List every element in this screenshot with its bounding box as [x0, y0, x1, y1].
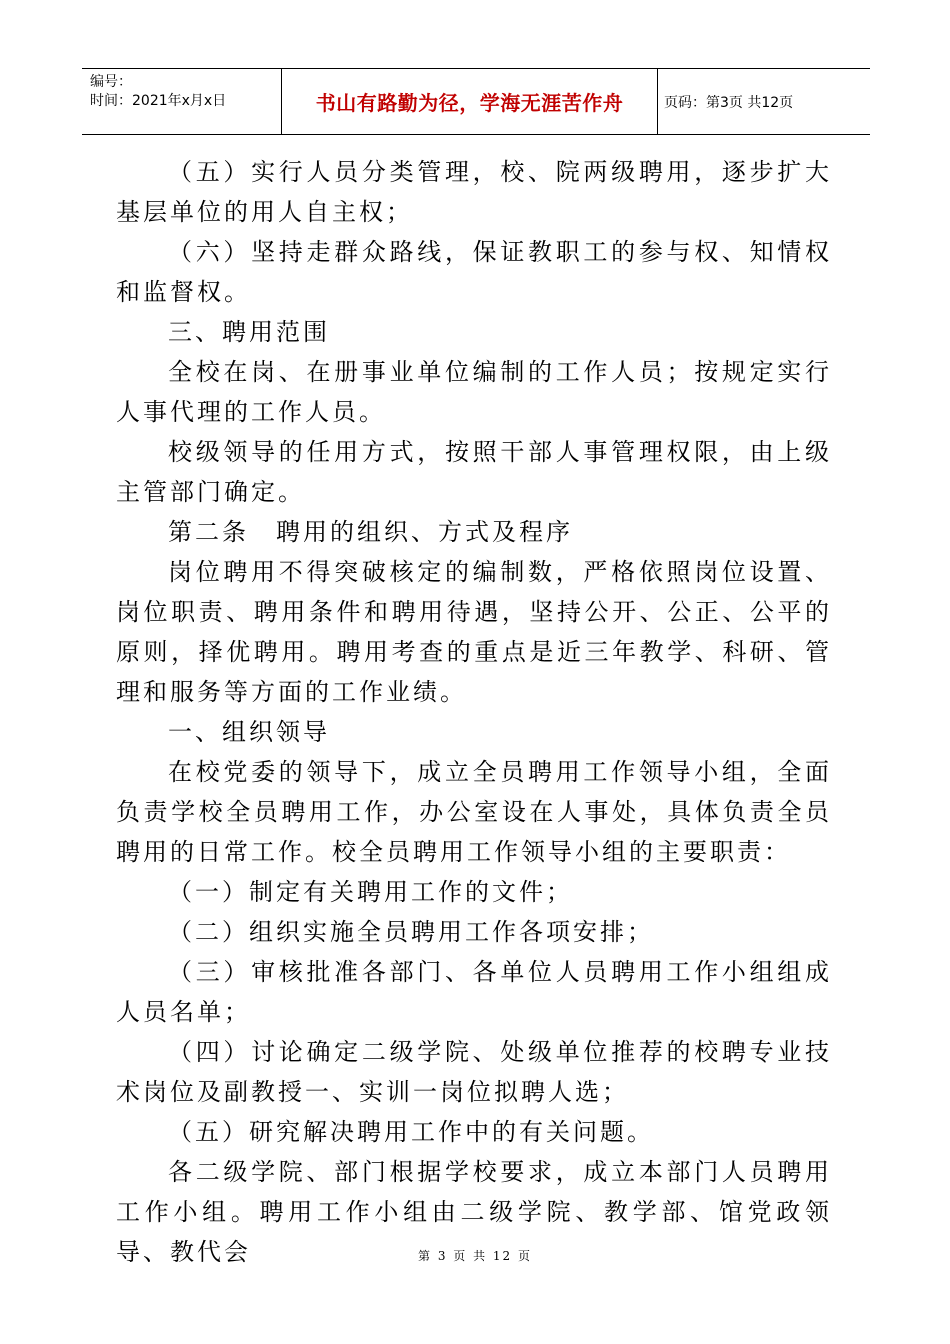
paragraph: 岗位聘用不得突破核定的编制数，严格依照岗位设置、岗位职责、聘用条件和聘用待遇，坚持公开、公正、公平的原则，择优聘用。聘用考查的重点是近三年教学、科研、管理和服务等方面的工作业绩。	[116, 558, 832, 706]
paragraph: 各二级学院、部门根据学校要求，成立本部门人员聘用工作小组。聘用工作小组由二级学院、教学部、馆党政领导、教代会	[116, 1158, 832, 1266]
page-footer: 第 3 页 共 12 页	[418, 1249, 532, 1263]
paragraph: 校级领导的任用方式，按照干部人事管理权限，由上级主管部门确定。	[116, 438, 832, 506]
article-heading: 第二条 聘用的组织、方式及程序	[168, 518, 573, 546]
list-item: （三）审核批准各部门、各单位人员聘用工作小组组成人员名单；	[116, 958, 832, 1026]
list-item: （四）讨论确定二级学院、处级单位推荐的校聘专业技术岗位及副教授一、实训一岗位拟聘人选；	[116, 1038, 832, 1106]
section-heading: 一、组织领导	[168, 718, 330, 746]
list-item: （一）制定有关聘用工作的文件；	[168, 878, 573, 906]
paragraph: （五）实行人员分类管理，校、院两级聘用，逐步扩大基层单位的用人自主权；	[116, 158, 832, 226]
list-item: （五）研究解决聘用工作中的有关问题。	[168, 1118, 654, 1146]
document-body	[116, 152, 832, 1272]
header-motto: 书山有路勤为径，学海无涯苦作舟	[282, 69, 658, 134]
header-meta	[82, 69, 282, 134]
list-item: （二）组织实施全员聘用工作各项安排；	[168, 918, 654, 946]
header-page-info: 页码：第3页 共12页	[664, 94, 794, 111]
paragraph: 全校在岗、在册事业单位编制的工作人员；按规定实行人事代理的工作人员。	[116, 358, 832, 426]
section-heading: 三、聘用范围	[168, 318, 330, 346]
document-number-label: 编号：	[90, 74, 132, 90]
document-header	[82, 68, 870, 135]
paragraph: （六）坚持走群众路线，保证教职工的参与权、知情权和监督权。	[116, 238, 832, 306]
document-time-label: 时间：2021年x月x日	[90, 93, 227, 109]
paragraph: 在校党委的领导下，成立全员聘用工作领导小组，全面负责学校全员聘用工作，办公室设在人事处，具体负责全员聘用的日常工作。校全员聘用工作领导小组的主要职责：	[116, 758, 832, 866]
